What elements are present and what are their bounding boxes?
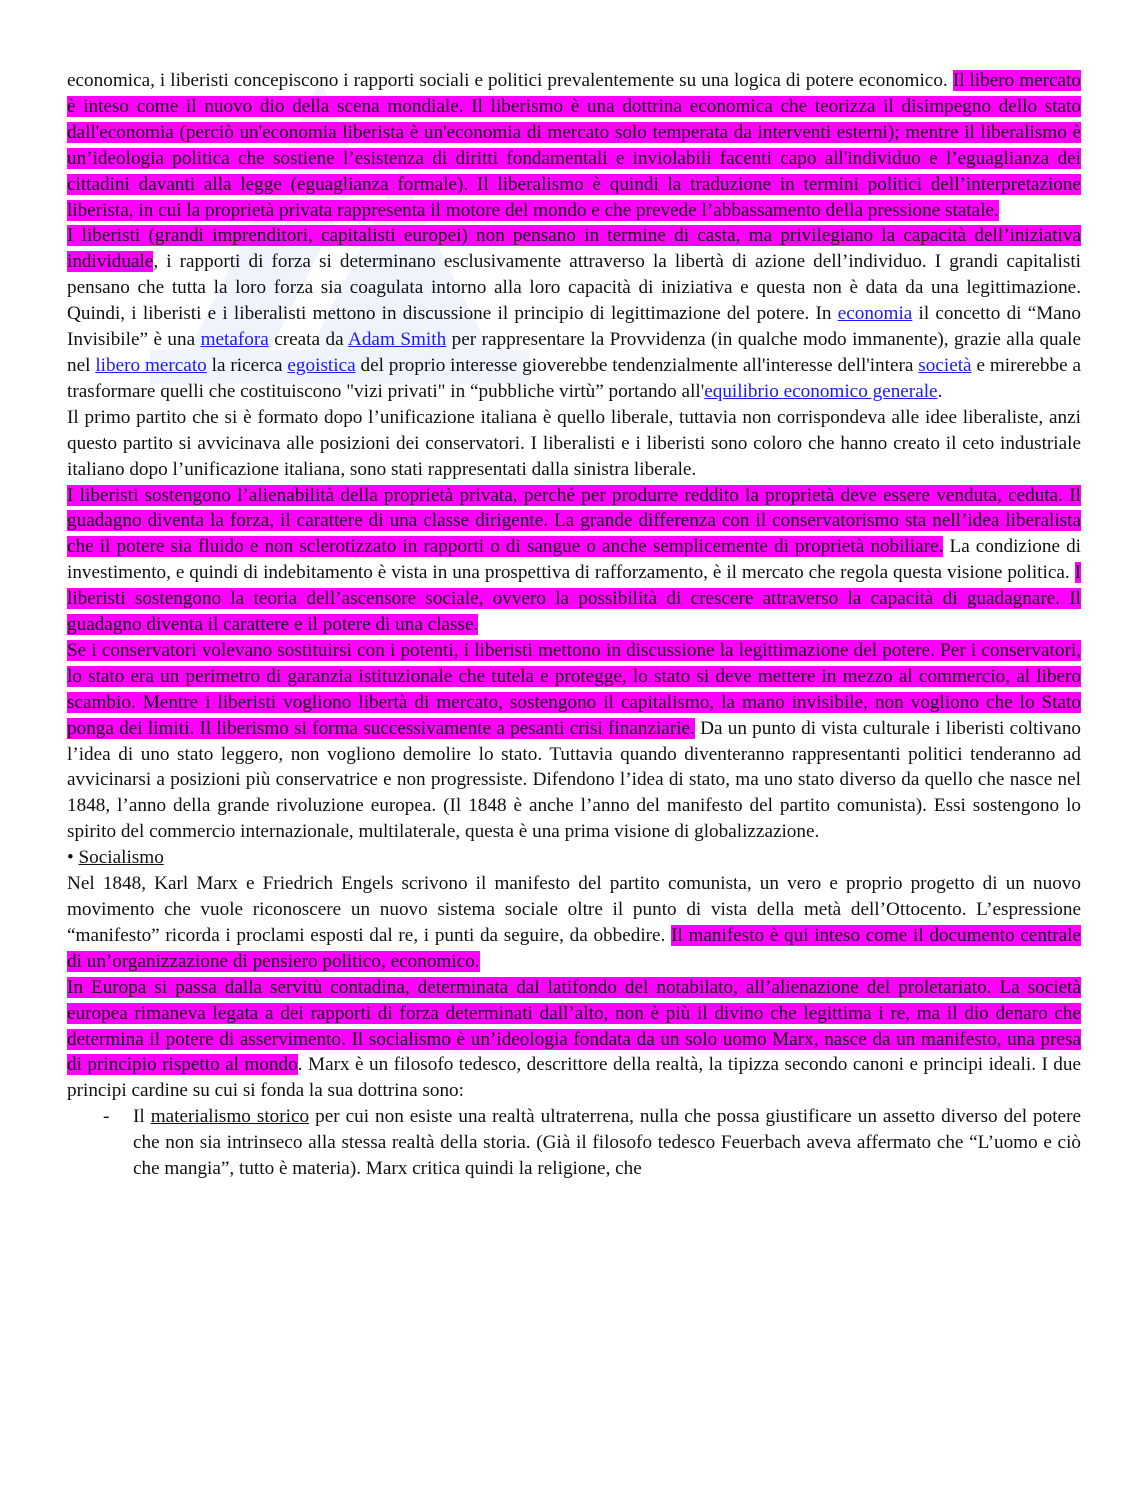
link-adam-smith[interactable]: Adam Smith	[347, 329, 447, 351]
link-libero-mercato[interactable]: libero mercato	[95, 354, 207, 376]
paragraph-1: economica, i liberisti concepiscono i rapporti sociali e politici prevalentemente su una logica di potere economico. Il libero mercato è inteso come il nuovo dio della scena mondiale. Il liberismo è una dottrina economica che teorizza il disimpegno dello stato dall'economia (perciò un'economia liberista è un'economia di mercato solo temperata da interventi esterni); mentre il liberalismo è un’ideologia politica che sostiene l’esistenza di diritti fondamentali e inviolabili facenti capo all'individuo e l’eguaglianza dei cittadini davanti alla legge (eguaglianza formale). Il liberalismo è quindi la traduzione in termini politici dell’interpretazione liberista, in cui la proprietà privata rappresenta il motore del mondo e che prevede l’abbassamento della pressione statale.	[67, 70, 1081, 221]
highlight: I liberisti sostengono l’alienabilità della proprietà privata, perché per produrre reddito la proprietà deve essere venduta, ceduta. Il guadagno diventa la forza, il carattere di una classe dirigente. La grande differenza con il conservatorismo sta nell’idea liberalista che il potere sia fluido e non sclerotizzato in rapporti o di sangue o anche semplicemente di proprietà nobiliare.	[67, 484, 1081, 558]
dash-icon: -	[103, 1106, 110, 1128]
highlight: Il manifesto è qui inteso come il documento centrale di un’organizzazione di pensiero politico, economico.	[67, 924, 1081, 972]
section-heading-socialismo	[67, 845, 1081, 871]
paragraph-5: Se i conservatori volevano sostituirsi con i potenti, i liberisti mettono in discussione la legittimazione del potere. Per i conservatori, lo stato era un perimetro di garanzia istituzionale che tutela e protegge, lo stato si deve mettere in mezzo al commercio, al libero scambio. Mentre i liberisti vogliono libertà di mercato, sostengono il capitalismo, la mano invisibile, non vogliono che lo Stato ponga dei limiti. Il liberismo si forma successivamente a pesanti crisi finanziarie. Da un punto di vista culturale i liberisti coltivano l’idea di uno stato leggero, non vogliono demolire lo stato. Tuttavia quando diventeranno rappresentanti politici tenderanno ad avvicinarsi a posizioni più conservatrice e non progressiste. Difendono l’idea di stato, ma uno stato diverso da quello che nasce nel 1848, l’anno della grande rivoluzione europea. (Il 1848 è anche l’anno del manifesto del partito comunista). Essi sostengono lo spirito del commercio internazionale, multilaterale, questa è una prima visione di globalizzazione.	[67, 639, 1082, 843]
highlight: I liberisti sostengono la teoria dell’ascensore sociale, ovvero la possibilità di crescere attraverso la capacità di guadagnare. Il guadagno diventa il carattere e il potere di una classe.	[67, 562, 1081, 636]
document-page	[67, 68, 1081, 1182]
link-economia[interactable]: economia	[837, 303, 913, 325]
highlight: I liberisti (grandi imprenditori, capitalisti europei) non pensano in termine di casta, ma privilegiano la capacità dell’iniziativa individuale	[67, 225, 1081, 273]
paragraph-6: Nel 1848, Karl Marx e Friedrich Engels scrivono il manifesto del partito comunista, un vero e proprio progetto di un nuovo movimento che vuole riconoscere un nuovo sistema sociale oltre il punto di vista della metà dell’Ottocento. L’espressione “manifesto” ricorda i proclami esposti dal re, i punti da seguire, da obbedire. Il manifesto è qui inteso come il documento centrale di un’organizzazione di pensiero politico, economico.	[67, 873, 1081, 972]
paragraph-2: I liberisti (grandi imprenditori, capitalisti europei) non pensano in termine di casta, ma privilegiano la capacità dell’iniziativa individuale, i rapporti di forza si determinano esclusivamente attraverso la libertà di azione dell’individuo. I grandi capitalisti pensano che tutta la loro forza sia coagulata intorno alla loro capacità di iniziativa e questa non è data da una legittimazione. Quindi, i liberisti e i liberalisti mettono in discussione il principio di legittimazione del potere. In economia il concetto di “Mano Invisibile” è una metafora creata da Adam Smith per rappresentare la Provvidenza (in qualche modo immanente), grazie alla quale nel libero mercato la ricerca egoistica del proprio interesse gioverebbe tendenzialmente all'interesse dell'intera società e mirerebbe a trasformare quelli che costituiscono "vizi privati" in “pubbliche virtù” portando all'equilibrio economico generale.	[67, 225, 1082, 402]
highlight: Se i conservatori volevano sostituirsi con i potenti, i liberisti mettono in discussione la legittimazione del potere. Per i conservatori, lo stato era un perimetro di garanzia istituzionale che tutela e protegge, lo stato si deve mettere in mezzo al commercio, al libero scambio. Mentre i liberisti vogliono libertà di mercato, sostengono il capitalismo, la mano invisibile, non vogliono che lo Stato ponga dei limiti. Il liberismo si forma successivamente a pesanti crisi finanziarie.	[67, 639, 1081, 739]
highlight: Il libero mercato è inteso come il nuovo dio della scena mondiale. Il liberismo è una dottrina economica che teorizza il disimpegno dello stato dall'economia (perciò un'economia liberista è un'economia di mercato solo temperata da interventi esterni); mentre il liberalismo è un’ideologia politica che sostiene l’esistenza di diritti fondamentali e inviolabili facenti capo all'individuo e l’eguaglianza dei cittadini davanti alla legge (eguaglianza formale). Il liberalismo è quindi la traduzione in termini politici dell’interpretazione liberista, in cui la proprietà privata rappresenta il motore del mondo e che prevede l’abbassamento della pressione statale.	[67, 70, 1081, 221]
link-metafora[interactable]: metafora	[200, 329, 269, 351]
underlined-term: materialismo storico	[150, 1106, 310, 1128]
paragraph-3: Il primo partito che si è formato dopo l’unificazione italiana è quello liberale, tuttavia non corrispondeva alle idee liberaliste, anzi questo partito si avvicinava alle posizioni dei conservatori. I liberalisti e i liberisti sono coloro che hanno creato il ceto industriale italiano dopo l’unificazione italiana, sono stati rappresentati dalla sinistra liberale.	[67, 406, 1081, 480]
paragraph-7: In Europa si passa dalla servitù contadina, determinata dal latifondo del notabilato, all’alienazione del proletariato. La società europea rimaneva legata a dei rapporti di forza determinati dall’alto, non è più il divino che legittima i re, ma il dio denaro che determina il potere di asservimento. Il socialismo è un’ideologia fondata da un solo uomo Marx, nasce da un manifesto, una presa di principio rispetto al mondo. Marx è un filosofo tedesco, descrittore della realtà, la tipizza secondo canoni e principi ideali. I due principi cardine su cui si fonda la sua dottrina sono:	[67, 976, 1082, 1102]
bullet-icon: •	[67, 847, 74, 869]
paragraph-4: I liberisti sostengono l’alienabilità della proprietà privata, perché per produrre reddito la proprietà deve essere venduta, ceduta. Il guadagno diventa la forza, il carattere di una classe dirigente. La grande differenza con il conservatorismo sta nell’idea liberalista che il potere sia fluido e non sclerotizzato in rapporti o di sangue o anche semplicemente di proprietà nobiliare. La condizione di investimento, e quindi di indebitamento è vista in una prospettiva di rafforzamento, è il mercato che regola questa visione politica. I liberisti sostengono la teoria dell’ascensore sociale, ovvero la possibilità di crescere attraverso la capacità di guadagnare. Il guadagno diventa il carattere e il potere di una classe.	[67, 484, 1081, 636]
highlight: In Europa si passa dalla servitù contadina, determinata dal latifondo del notabilato, all’alienazione del proletariato. La società europea rimaneva legata a dei rapporti di forza determinati dall’alto, non è più il divino che legittima i re, ma il dio denaro che determina il potere di asservimento. Il socialismo è un’ideologia fondata da un solo uomo Marx, nasce da un manifesto, una presa di principio rispetto al mondo	[67, 976, 1081, 1076]
link-egoistica[interactable]: egoistica	[287, 354, 356, 376]
heading-label: Socialismo	[78, 847, 164, 869]
link-societa[interactable]: società	[918, 354, 972, 376]
link-equilibrio-economico-generale[interactable]: equilibrio economico generale	[704, 380, 938, 402]
list-item: - Il materialismo storico per cui non esiste una realtà ultraterrena, nulla che possa giustificare un assetto diverso del potere che non sia intrinseco alla stessa realtà della storia. (Già il filosofo tedesco Feuerbach aveva affermato che “L’uomo e ciò che mangia”, tutto è materia). Marx critica quindi la religione, che	[103, 1106, 1081, 1180]
